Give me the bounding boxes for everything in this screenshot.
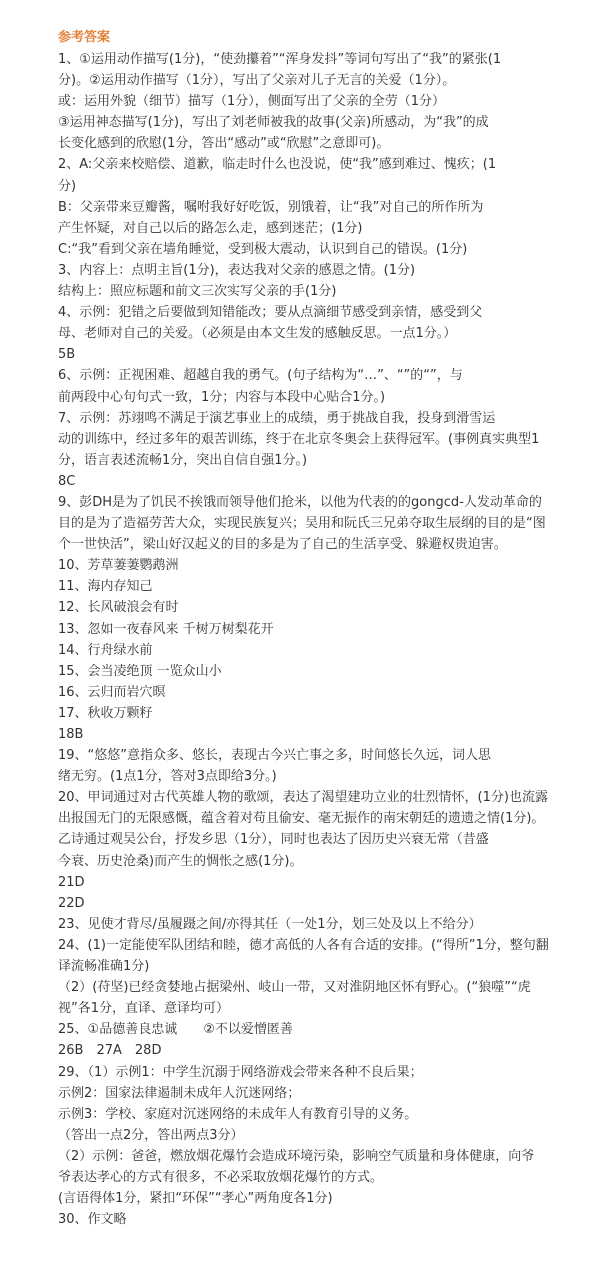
- answer-line: 乙诗通过观吴公台，抒发乡思（1分），同时也表达了因历史兴衰无常（昔盛: [58, 832, 489, 848]
- answer-line: 13、忽如一夜春风来 千树万树梨花开: [58, 621, 274, 637]
- answer-lines: [58, 49, 603, 1230]
- answer-line: 前两段中心句句式一致，1分；内容与本段中心贴合1分。): [58, 389, 386, 405]
- answer-line: 目的是为了造福劳苦大众，实现民族复兴；吴用和阮氏三兄弟夺取生辰纲的目的是“图: [58, 516, 546, 532]
- answer-line: 10、芳草萋萋鹦鹉洲: [58, 558, 179, 574]
- answer-line: 5B: [58, 347, 76, 363]
- answer-line: 分，语言表述流畅1分，突出自信自强1分。): [58, 452, 308, 468]
- answer-line: 分): [58, 178, 77, 194]
- answer-line: 4、示例：犯错之后要做到知错能改；要从点滴细节感受到亲情，感受到父: [58, 305, 483, 321]
- answer-line: 7、示例：苏翊鸣不满足于演艺事业上的成绩，勇于挑战自我，投身到滑雪运: [58, 410, 496, 426]
- answer-line: 8C: [58, 473, 76, 489]
- answer-line: 17、秋收万颗籽: [58, 705, 153, 721]
- answer-line: 16、云归而岩穴暝: [58, 684, 166, 700]
- answer-line: 示例3：学校、家庭对沉迷网络的未成年人有教育引导的义务。: [58, 1106, 418, 1122]
- answer-line: 19、“悠悠”意指众多、悠长，表现古今兴亡事之多，时间悠长久远，词人思: [58, 748, 492, 764]
- answer-line: 1、①运用动作描写(1分)，“使劲攥着”“浑身发抖”等词句写出了“我”的紧张(1: [58, 52, 502, 67]
- answer-line: 出报国无门的无限感慨，蕴含着对苟且偷安、毫无振作的南宋朝廷的遗遗之情(1分)。: [58, 811, 545, 827]
- answer-line: 2、A:父亲来校赔偿、道歉，临走时什么也没说，使“我”感到难过、愧疚；(1: [58, 157, 497, 173]
- answer-line: 24、(1)一定能使军队团结和睦，德才高低的人各有合适的安排。(“得所”1分，整句翻: [58, 937, 549, 953]
- answer-line: 结构上：照应标题和前文三次实写父亲的手(1分): [58, 284, 337, 300]
- answer-line: 29、（1）示例1：中学生沉溺于网络游戏会带来各种不良后果；: [58, 1064, 423, 1080]
- answer-line: 今衰、历史沧桑)而产生的惆怅之感(1分)。: [58, 853, 303, 869]
- answer-line: （2）(苻坚)已经贪婪地占据梁州、岐山一带，又对淮阴地区怀有野心。(“狼噬”“虎: [58, 980, 531, 996]
- answer-line: 15、会当凌绝顶 一览众山小: [58, 663, 222, 679]
- answer-line: 长变化感到的欣慰(1分，答出“感动”或“欣慰”之意即可)。: [58, 136, 390, 152]
- answer-line: （答出一点2分，答出两点3分）: [58, 1127, 244, 1143]
- answer-line: (言语得体1分，紧扣“环保”“孝心”两角度各1分): [58, 1191, 333, 1207]
- answer-key-document: [58, 27, 603, 1230]
- answer-line: 18B: [58, 727, 84, 742]
- answer-line: （2）示例：爸爸，燃放烟花爆竹会造成环境污染，影响空气质量和身体健康，向爷: [58, 1148, 535, 1164]
- answer-line: 绪无穷。(1点1分，答对3点即给3分。): [58, 769, 277, 785]
- answer-line: B：父亲带来豆瓣酱，嘱咐我好好吃饭，别饿着，让“我”对自己的所作所为: [58, 199, 484, 215]
- answer-line: 11、海内存知己: [58, 579, 153, 595]
- answer-line: 产生怀疑，对自己以后的路怎么走，感到迷茫；(1分): [58, 220, 363, 236]
- answer-line: 9、彭DH是为了饥民不挨饿而领导他们抢米，以他为代表的的gongcd-人发动革命的: [58, 494, 542, 510]
- answer-line: 14、行舟绿水前: [58, 642, 153, 658]
- answer-line: 分)。②运用动作描写（1分），写出了父亲对儿子无言的关爱（1分）。: [58, 73, 456, 89]
- answer-line: 21D: [58, 874, 85, 890]
- answer-line: 3、内容上：点明主旨(1分)，表达我对父亲的感恩之情。(1分): [58, 262, 416, 278]
- answer-line: ③运用神态描写(1分)，写出了刘老师被我的故事(父亲)所感动，为“我”的成: [58, 115, 489, 131]
- answer-line: 12、长风破浪会有时: [58, 600, 179, 616]
- answer-line: 视”各1分，直译、意译均可）: [58, 1001, 230, 1017]
- answer-line: 爷表达孝心的方式有很多，不必采取放烟花爆竹的方式。: [58, 1169, 384, 1185]
- answer-line: 26B 27A 28D: [58, 1043, 162, 1059]
- answer-line: 23、见使才背尽/虽履蹑之间/亦得其任（一处1分，划三处及以上不给分）: [58, 916, 482, 932]
- page-title: 参考答案: [58, 30, 111, 45]
- answer-line: 20、甲词通过对古代英雄人物的歌颂，表达了渴望建功立业的壮烈情怀，(1分)也流露: [58, 790, 548, 806]
- answer-line: 25、①品德善良忠诚 ②不以爱憎匿善: [58, 1022, 293, 1038]
- answer-line: 6、示例：正视困难、超越自我的勇气。(句子结构为“…”、“”的“”，与: [58, 368, 463, 384]
- answer-line: 示例2：国家法律遏制未成年人沉迷网络；: [58, 1085, 301, 1101]
- answer-line: 母、老师对自己的关爱。（必须是由本文生发的感触反思。一点1分。）: [58, 326, 457, 342]
- answer-line: 个一世快活”，梁山好汉起义的目的多是为了自己的生活享受、躲避权贵迫害。: [58, 537, 507, 553]
- answer-line: C:“我”看到父亲在墙角睡觉，受到极大震动，认识到自己的错误。(1分): [58, 241, 468, 257]
- answer-line: 或：运用外貌（细节）描写（1分），侧面写出了父亲的全劳（1分）: [58, 94, 446, 110]
- answer-line: 动的训练中，经过多年的艰苦训练，终于在北京冬奥会上获得冠军。(事例真实典型1: [58, 431, 540, 447]
- answer-line: 30、作文略: [58, 1212, 127, 1228]
- answer-line: 译流畅准确1分): [58, 959, 150, 975]
- answer-line: 22D: [58, 895, 85, 911]
